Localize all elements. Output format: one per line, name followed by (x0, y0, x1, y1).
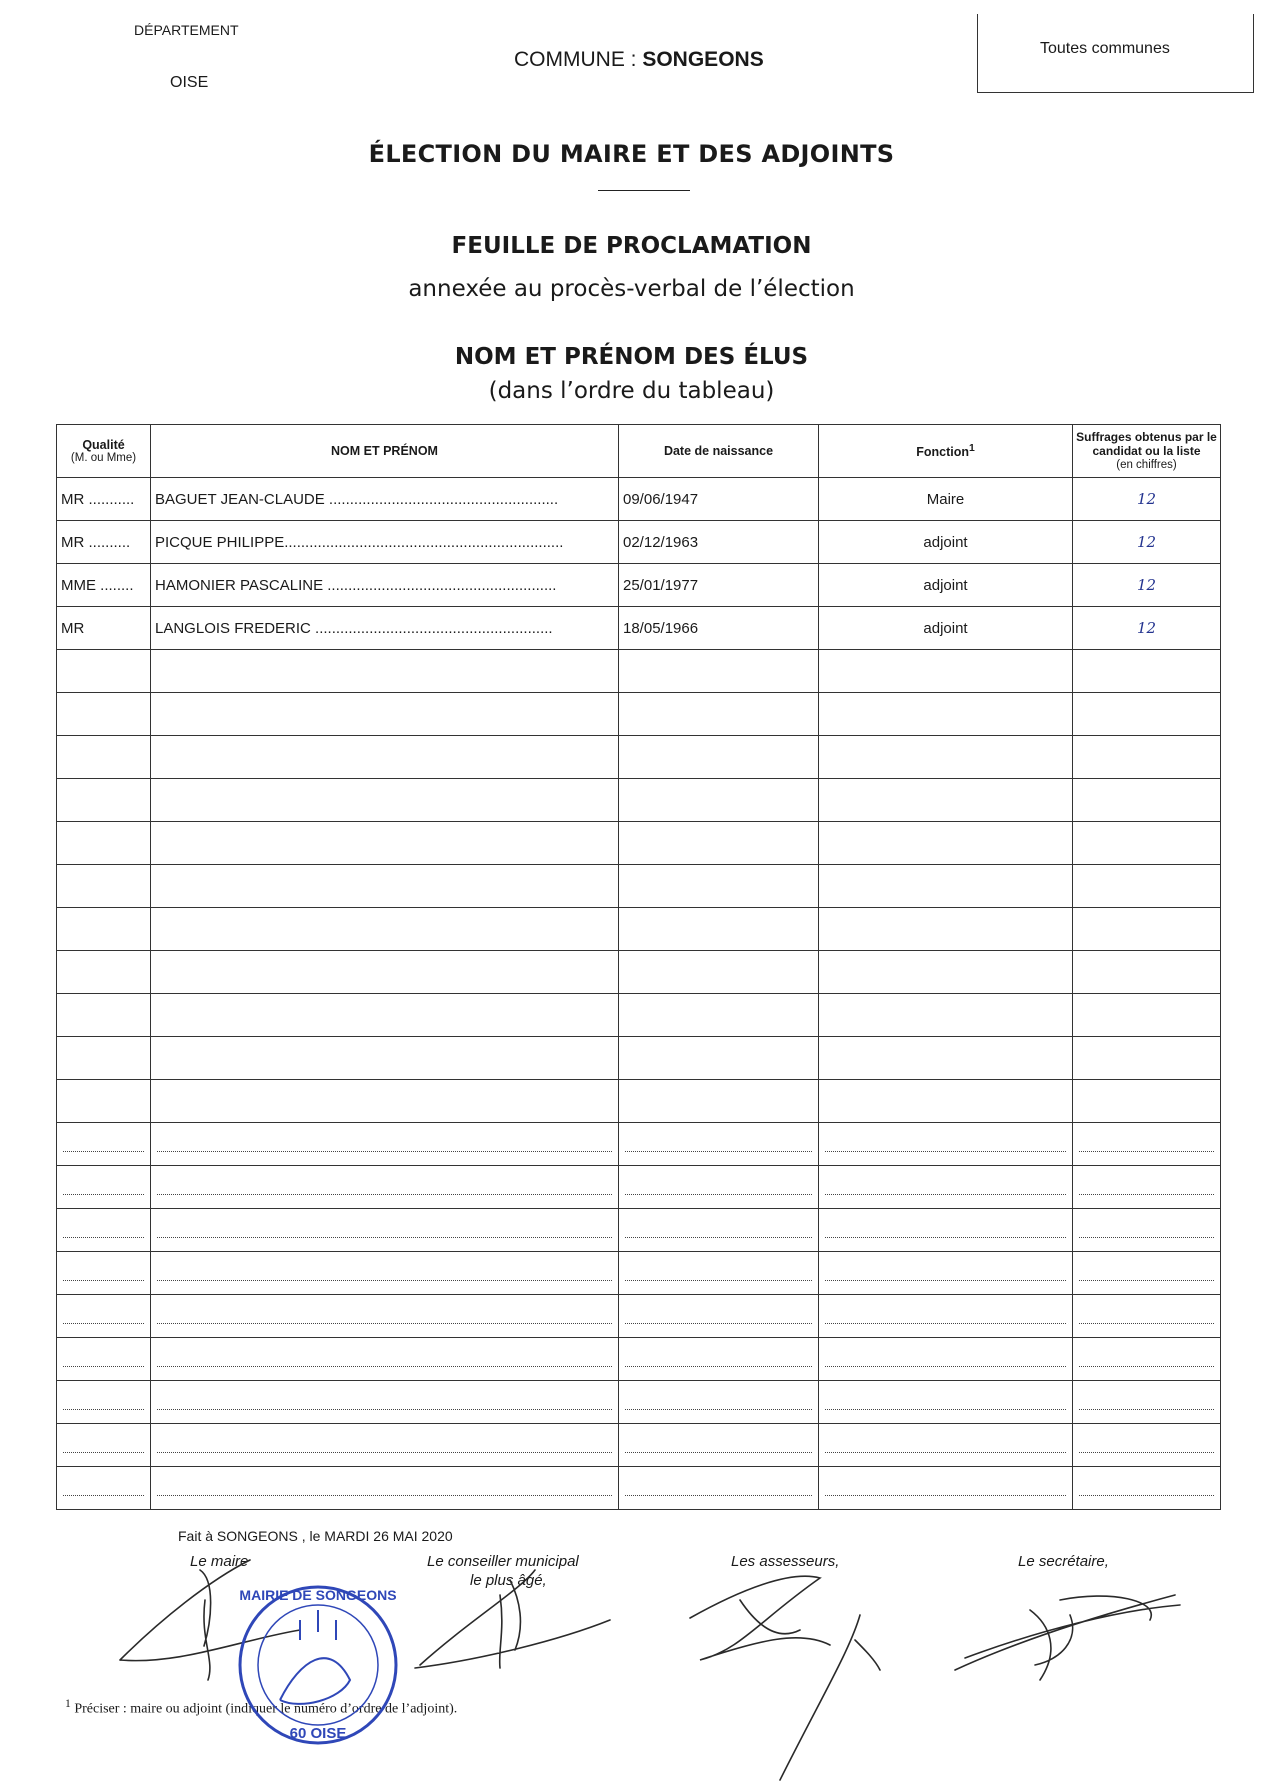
sheet-title: FEUILLE DE PROCLAMATION (451, 233, 812, 259)
dotted-cell (57, 1123, 151, 1166)
header-qualite-sub: (M. ou Mme) (70, 452, 137, 464)
empty-cell (1073, 736, 1221, 779)
header-suffrages-sub: (en chiffres) (1116, 459, 1177, 471)
empty-cell (619, 736, 819, 779)
dotted-leader (1079, 1223, 1214, 1238)
dotted-leader (63, 1180, 144, 1195)
empty-cell (819, 736, 1073, 779)
commune-name: SONGEONS (642, 48, 764, 71)
cell-fonction: adjoint (819, 607, 1073, 650)
empty-cell (819, 951, 1073, 994)
signature-secretaire (955, 1595, 1180, 1680)
empty-cell (619, 693, 819, 736)
empty-cell (1073, 865, 1221, 908)
dotted-row (57, 1424, 1221, 1467)
dotted-leader (625, 1309, 812, 1324)
table-row (57, 478, 1221, 521)
dotted-cell (1073, 1209, 1221, 1252)
dotted-cell (151, 1166, 619, 1209)
dotted-cell (619, 1166, 819, 1209)
empty-cell (819, 1037, 1073, 1080)
stamp-top-text: MAIRIE DE SONGEONS (239, 1587, 397, 1603)
dotted-cell (819, 1424, 1073, 1467)
dotted-cell (57, 1209, 151, 1252)
cell-nom: HAMONIER PASCALINE ....................................................... (151, 564, 619, 607)
empty-cell (151, 865, 619, 908)
empty-cell (151, 693, 619, 736)
fait-a-line (178, 1528, 453, 1544)
dotted-leader (625, 1481, 812, 1496)
main-title: ÉLECTION DU MAIRE ET DES ADJOINTS (368, 140, 895, 168)
empty-cell (57, 951, 151, 994)
dotted-leader (625, 1352, 812, 1367)
empty-cell (57, 736, 151, 779)
dotted-cell (619, 1295, 819, 1338)
footnote-ref: 1 (968, 442, 975, 454)
empty-cell (619, 994, 819, 1037)
empty-cell (819, 865, 1073, 908)
empty-cell (57, 994, 151, 1037)
signature-assesseur-2 (780, 1615, 880, 1780)
corner-box-text: Toutes communes (1040, 40, 1170, 57)
dotted-cell (819, 1381, 1073, 1424)
dotted-cell (1073, 1338, 1221, 1381)
dotted-cell (57, 1467, 151, 1510)
fait-a-le: , le (301, 1528, 321, 1544)
cell-suffrages: 12 (1073, 564, 1221, 607)
dotted-row (57, 1295, 1221, 1338)
table-row (57, 521, 1221, 564)
signature-assesseur-1 (690, 1576, 830, 1660)
dotted-leader (63, 1395, 144, 1410)
cell-suffrages: 12 (1073, 478, 1221, 521)
empty-cell (57, 693, 151, 736)
cell-qualite: MME ........ (57, 564, 151, 607)
dotted-cell (819, 1166, 1073, 1209)
cell-naissance: 18/05/1966 (619, 607, 819, 650)
dotted-leader (63, 1266, 144, 1281)
dotted-cell (819, 1252, 1073, 1295)
dotted-cell (57, 1295, 151, 1338)
empty-cell (57, 908, 151, 951)
dotted-cell (151, 1123, 619, 1166)
dotted-leader (63, 1481, 144, 1496)
dotted-leader (625, 1438, 812, 1453)
dotted-cell (57, 1166, 151, 1209)
label-secretaire: Le secrétaire, (1018, 1553, 1109, 1570)
stamp-bottom-text: 60 OISE (289, 1725, 347, 1742)
empty-cell (819, 908, 1073, 951)
empty-cell (151, 1037, 619, 1080)
empty-cell (151, 736, 619, 779)
dotted-leader (1079, 1180, 1214, 1195)
dotted-row (57, 1252, 1221, 1295)
dotted-leader (825, 1309, 1066, 1324)
dotted-cell (151, 1209, 619, 1252)
names-title: NOM ET PRÉNOM DES ÉLUS (454, 344, 809, 370)
dotted-cell (1073, 1424, 1221, 1467)
dotted-cell (819, 1467, 1073, 1510)
dotted-cell (57, 1381, 151, 1424)
dotted-cell (151, 1252, 619, 1295)
dotted-cell (1073, 1467, 1221, 1510)
empty-cell (819, 1080, 1073, 1123)
dotted-cell (819, 1123, 1073, 1166)
dotted-leader (63, 1352, 144, 1367)
dotted-leader (1079, 1438, 1214, 1453)
dotted-leader (825, 1438, 1066, 1453)
empty-cell (151, 822, 619, 865)
cell-naissance: 02/12/1963 (619, 521, 819, 564)
empty-cell (1073, 779, 1221, 822)
cell-naissance: 25/01/1977 (619, 564, 819, 607)
dotted-cell (1073, 1252, 1221, 1295)
empty-cell (819, 779, 1073, 822)
dotted-cell (151, 1295, 619, 1338)
dotted-cell (1073, 1381, 1221, 1424)
dotted-cell (619, 1252, 819, 1295)
empty-cell (151, 994, 619, 1037)
empty-cell (619, 779, 819, 822)
dotted-leader (625, 1266, 812, 1281)
empty-cell (1073, 693, 1221, 736)
dotted-leader (157, 1395, 612, 1410)
empty-cell (1073, 1037, 1221, 1080)
empty-cell (1073, 908, 1221, 951)
empty-cell (151, 951, 619, 994)
cell-nom: BAGUET JEAN-CLAUDE ....................................................... (151, 478, 619, 521)
label-assesseurs: Les assesseurs, (731, 1553, 840, 1570)
dotted-cell (151, 1381, 619, 1424)
dotted-cell (57, 1338, 151, 1381)
empty-cell (819, 822, 1073, 865)
cell-nom: PICQUE PHILIPPE................................................................... (151, 521, 619, 564)
footnote (65, 1697, 457, 1718)
empty-row (57, 822, 1221, 865)
empty-cell (1073, 822, 1221, 865)
cell-qualite: MR (57, 607, 151, 650)
departement-label: DÉPARTEMENT (134, 22, 239, 38)
dotted-cell (1073, 1123, 1221, 1166)
dotted-leader (157, 1352, 612, 1367)
dotted-leader (63, 1309, 144, 1324)
dotted-cell (151, 1467, 619, 1510)
commune-line (514, 48, 764, 72)
empty-row (57, 994, 1221, 1037)
dotted-leader (157, 1438, 612, 1453)
dotted-leader (825, 1266, 1066, 1281)
dotted-cell (57, 1252, 151, 1295)
table-header-row (57, 425, 1221, 478)
dotted-leader (157, 1180, 612, 1195)
dotted-row (57, 1123, 1221, 1166)
dotted-leader (1079, 1481, 1214, 1496)
header-naissance: Date de naissance (619, 425, 819, 478)
dotted-leader (63, 1438, 144, 1453)
dotted-cell (1073, 1295, 1221, 1338)
names-subtitle: (dans l’ordre du tableau) (488, 378, 775, 404)
footnote-mark: 1 (65, 1697, 71, 1710)
dotted-cell (819, 1209, 1073, 1252)
dotted-leader (825, 1180, 1066, 1195)
dotted-leader (1079, 1395, 1214, 1410)
dotted-row (57, 1467, 1221, 1510)
empty-cell (819, 994, 1073, 1037)
empty-cell (1073, 994, 1221, 1037)
empty-cell (619, 1037, 819, 1080)
table-row (57, 564, 1221, 607)
dotted-cell (619, 1123, 819, 1166)
empty-row (57, 693, 1221, 736)
cell-qualite: MR ........... (57, 478, 151, 521)
stamp (240, 1587, 396, 1743)
signature-maire (120, 1560, 300, 1680)
empty-cell (151, 1080, 619, 1123)
empty-cell (57, 865, 151, 908)
table-row (57, 607, 1221, 650)
dotted-cell (819, 1295, 1073, 1338)
empty-row (57, 865, 1221, 908)
dotted-row (57, 1338, 1221, 1381)
dotted-leader (63, 1223, 144, 1238)
cell-nom: LANGLOIS FREDERIC ......................................................... (151, 607, 619, 650)
sheet-subtitle: annexée au procès-verbal de l’élection (408, 276, 855, 302)
empty-cell (151, 779, 619, 822)
dotted-cell (151, 1424, 619, 1467)
dotted-row (57, 1166, 1221, 1209)
label-conseiller: Le conseiller municipal (427, 1553, 579, 1570)
empty-row (57, 1037, 1221, 1080)
empty-cell (619, 650, 819, 693)
header-suffrages: Suffrages obtenus par le candidat ou la liste (en chiffres) (1073, 425, 1221, 478)
empty-cell (819, 650, 1073, 693)
dotted-cell (1073, 1166, 1221, 1209)
empty-cell (151, 908, 619, 951)
dotted-cell (619, 1209, 819, 1252)
dotted-leader (1079, 1352, 1214, 1367)
empty-row (57, 951, 1221, 994)
empty-row (57, 1080, 1221, 1123)
dotted-leader (825, 1481, 1066, 1496)
dotted-leader (1079, 1266, 1214, 1281)
empty-cell (57, 1037, 151, 1080)
commune-label: COMMUNE : (514, 48, 637, 71)
empty-cell (57, 650, 151, 693)
empty-cell (619, 1080, 819, 1123)
dotted-leader (1079, 1309, 1214, 1324)
empty-cell (1073, 951, 1221, 994)
corner-box (977, 14, 1254, 93)
dotted-cell (151, 1338, 619, 1381)
fait-a-date: MARDI 26 MAI 2020 (324, 1528, 453, 1544)
empty-cell (819, 693, 1073, 736)
dotted-leader (625, 1223, 812, 1238)
empty-cell (151, 650, 619, 693)
title-divider (598, 190, 690, 191)
dotted-leader (157, 1266, 612, 1281)
empty-cell (57, 779, 151, 822)
empty-cell (619, 822, 819, 865)
header-qualite: Qualité (M. ou Mme) (57, 425, 151, 478)
fait-a-place: Fait à SONGEONS (178, 1528, 298, 1544)
dotted-leader (63, 1137, 144, 1152)
dotted-leader (825, 1352, 1066, 1367)
dotted-cell (819, 1338, 1073, 1381)
empty-row (57, 779, 1221, 822)
cell-fonction: adjoint (819, 521, 1073, 564)
dotted-cell (57, 1424, 151, 1467)
cell-suffrages: 12 (1073, 521, 1221, 564)
dotted-leader (825, 1223, 1066, 1238)
cell-naissance: 09/06/1947 (619, 478, 819, 521)
cell-qualite: MR .......... (57, 521, 151, 564)
empty-cell (57, 1080, 151, 1123)
dotted-leader (625, 1180, 812, 1195)
label-conseiller-age: le plus âgé, (470, 1572, 547, 1589)
footnote-text: Préciser : maire ou adjoint (indiquer le numéro d’ordre de l’adjoint). (74, 1701, 458, 1717)
cell-fonction: Maire (819, 478, 1073, 521)
empty-row (57, 650, 1221, 693)
dotted-leader (157, 1481, 612, 1496)
label-maire: Le maire (190, 1553, 249, 1570)
empty-cell (57, 822, 151, 865)
header-nom: NOM ET PRÉNOM (151, 425, 619, 478)
dotted-leader (825, 1395, 1066, 1410)
dotted-leader (157, 1223, 612, 1238)
dotted-cell (619, 1424, 819, 1467)
empty-cell (1073, 650, 1221, 693)
empty-cell (619, 951, 819, 994)
cell-fonction: adjoint (819, 564, 1073, 607)
dotted-leader (625, 1137, 812, 1152)
dotted-row (57, 1381, 1221, 1424)
dotted-leader (157, 1137, 612, 1152)
table-body (57, 478, 1221, 1510)
departement-name: OISE (170, 74, 209, 91)
dotted-leader (1079, 1137, 1214, 1152)
empty-cell (1073, 1080, 1221, 1123)
cell-suffrages: 12 (1073, 607, 1221, 650)
dotted-leader (625, 1395, 812, 1410)
elected-table (56, 424, 1221, 1510)
dotted-leader (825, 1137, 1066, 1152)
header-fonction: Fonction$^1$ (819, 425, 1073, 478)
dotted-leader (157, 1309, 612, 1324)
dotted-cell (619, 1381, 819, 1424)
dotted-cell (619, 1338, 819, 1381)
empty-cell (619, 908, 819, 951)
dotted-cell (619, 1467, 819, 1510)
dotted-row (57, 1209, 1221, 1252)
empty-row (57, 736, 1221, 779)
empty-row (57, 908, 1221, 951)
empty-cell (619, 865, 819, 908)
